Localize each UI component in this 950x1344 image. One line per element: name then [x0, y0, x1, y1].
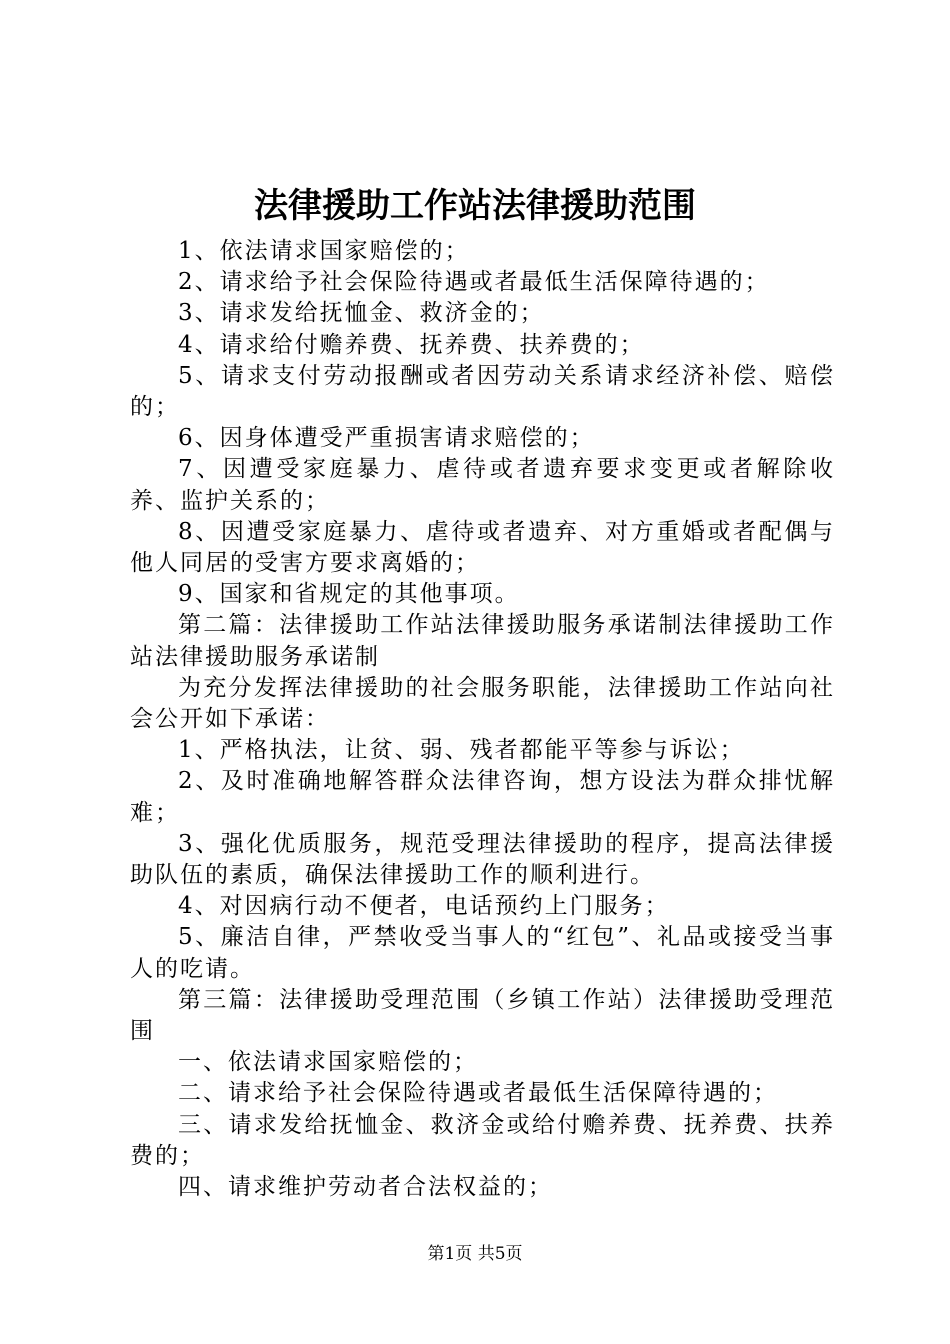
- paragraph: 一、依法请求国家赔偿的；: [178, 1049, 478, 1076]
- paragraph: 1、严格执法，让贫、弱、残者都能平等参与诉讼；: [178, 737, 745, 764]
- paragraph: 四、请求维护劳动者合法权益的；: [178, 1174, 553, 1201]
- paragraph: 为充分发挥法律援助的社会服务职能，法律援助工作站向社会公开如下承诺：: [130, 674, 835, 733]
- paragraph: 2、请求给予社会保险待遇或者最低生活保障待遇的；: [178, 269, 770, 296]
- paragraph: 4、请求给付赡养费、抚养费、扶养费的；: [178, 331, 645, 358]
- paragraph: 5、请求支付劳动报酬或者因劳动关系请求经济补偿、赔偿的；: [130, 362, 835, 421]
- paragraph: 5、廉洁自律，严禁收受当事人的“红包”、礼品或接受当事人的吃请。: [130, 924, 835, 982]
- document-title: 法律援助工作站法律援助范围: [254, 186, 696, 226]
- paragraph: 3、强化优质服务，规范受理法律援助的程序，提高法律援助队伍的素质，确保法律援助工作的顺利进行。: [130, 830, 835, 889]
- paragraph: 三、请求发给抚恤金、救济金或给付赡养费、抚养费、扶养费的；: [130, 1111, 835, 1169]
- paragraph: 4、对因病行动不便者，电话预约上门服务；: [178, 893, 670, 920]
- paragraph: 6、因身体遭受严重损害请求赔偿的；: [178, 425, 595, 452]
- document-body: [130, 236, 835, 1203]
- paragraph: 2、及时准确地解答群众法律咨询，想方设法为群众排忧解难；: [130, 768, 835, 826]
- page-footer: 第1页 共5页: [427, 1244, 523, 1264]
- paragraph: 9、国家和省规定的其他事项。: [178, 581, 520, 608]
- paragraph: 二、请求给予社会保险待遇或者最低生活保障待遇的；: [178, 1080, 778, 1107]
- paragraph: 8、因遭受家庭暴力、虐待或者遗弃、对方重婚或者配偶与他人同居的受害方要求离婚的；: [130, 518, 835, 577]
- section-heading: 第二篇：法律援助工作站法律援助服务承诺制法律援助工作站法律援助服务承诺制: [130, 612, 835, 670]
- section-heading: 第三篇：法律援助受理范围（乡镇工作站）法律援助受理范围: [130, 986, 835, 1045]
- paragraph: 7、因遭受家庭暴力、虐待或者遗弃要求变更或者解除收养、监护关系的；: [130, 456, 835, 514]
- paragraph: 1、依法请求国家赔偿的；: [178, 238, 470, 264]
- paragraph: 3、请求发给抚恤金、救济金的；: [178, 300, 545, 327]
